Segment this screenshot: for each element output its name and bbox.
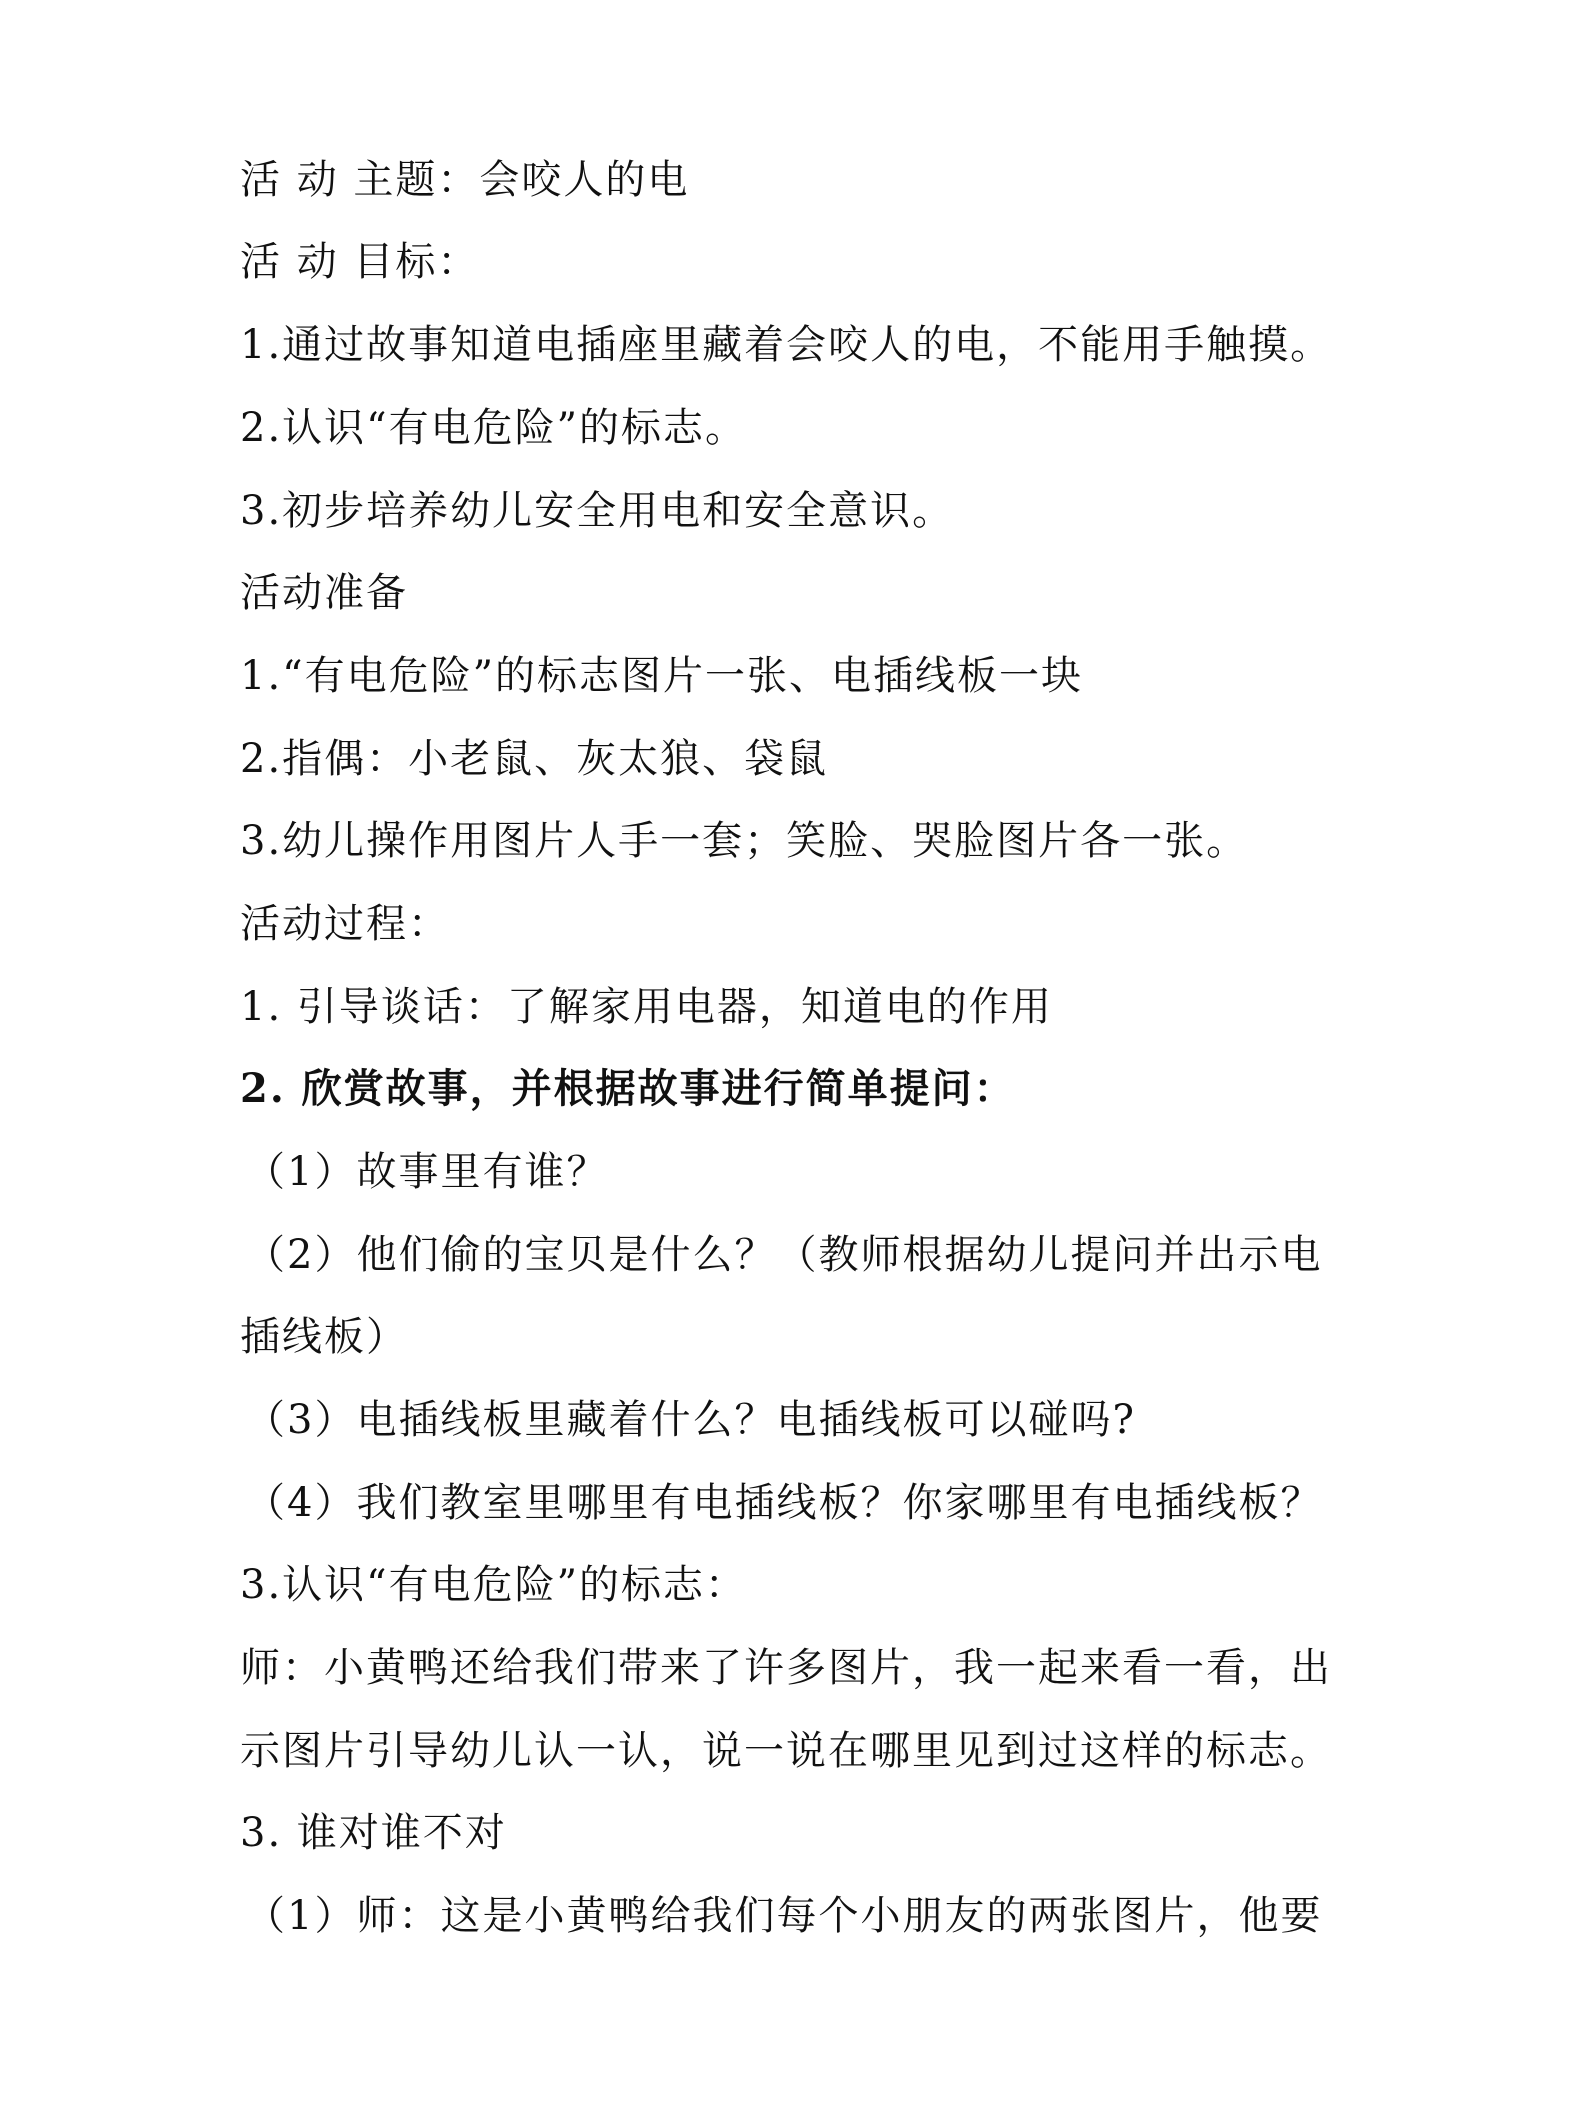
preparation-item-1: 1.“有电危险”的标志图片一张、电插线板一块 bbox=[240, 653, 1084, 699]
process-step-3: 3.认识“有电危险”的标志： bbox=[240, 1562, 748, 1608]
goal-item-3: 3.初步培养幼儿安全用电和安全意识。 bbox=[240, 488, 955, 534]
preparation-item-3: 3.幼儿操作用图片人手一套；笑脸、哭脸图片各一张。 bbox=[240, 818, 1249, 864]
question-3: （3）电插线板里藏着什么？电插线板可以碰吗? bbox=[245, 1397, 1136, 1443]
question-4: （4）我们教室里哪里有电插线板？你家哪里有电插线板？ bbox=[245, 1480, 1323, 1526]
goal-item-1: 1.通过故事知道电插座里藏着会咬人的电，不能用手触摸。 bbox=[240, 322, 1333, 368]
question-2-continued: 插线板） bbox=[240, 1314, 408, 1360]
teacher-line-1: 师：小黄鸭还给我们带来了许多图片，我一起来看一看，出 bbox=[240, 1645, 1332, 1691]
goal-item-2: 2.认识“有电危险”的标志。 bbox=[240, 405, 748, 451]
process-step-1: 1. 引导谈话：了解家用电器，知道电的作用 bbox=[240, 984, 1053, 1030]
process-step-4: 3. 谁对谁不对 bbox=[240, 1810, 507, 1856]
step-4-item-1: （1）师：这是小黄鸭给我们每个小朋友的两张图片，他要 bbox=[245, 1893, 1323, 1939]
question-1: （1）故事里有谁？ bbox=[245, 1149, 609, 1195]
activity-goals-heading: 活 动 目标： bbox=[240, 239, 480, 285]
process-step-2: 2. 欣赏故事，并根据故事进行简单提问： bbox=[240, 1065, 1016, 1112]
activity-theme: 活 动 主题：会咬人的电 bbox=[240, 157, 690, 203]
preparation-item-2: 2.指偶：小老鼠、灰太狼、袋鼠 bbox=[240, 736, 829, 782]
question-2: （2）他们偷的宝贝是什么？（教师根据幼儿提问并出示电 bbox=[245, 1232, 1323, 1278]
process-heading: 活动过程： bbox=[240, 901, 450, 947]
teacher-line-2: 示图片引导幼儿认一认，说一说在哪里见到过这样的标志。 bbox=[240, 1728, 1332, 1774]
preparation-heading: 活动准备 bbox=[240, 570, 408, 616]
